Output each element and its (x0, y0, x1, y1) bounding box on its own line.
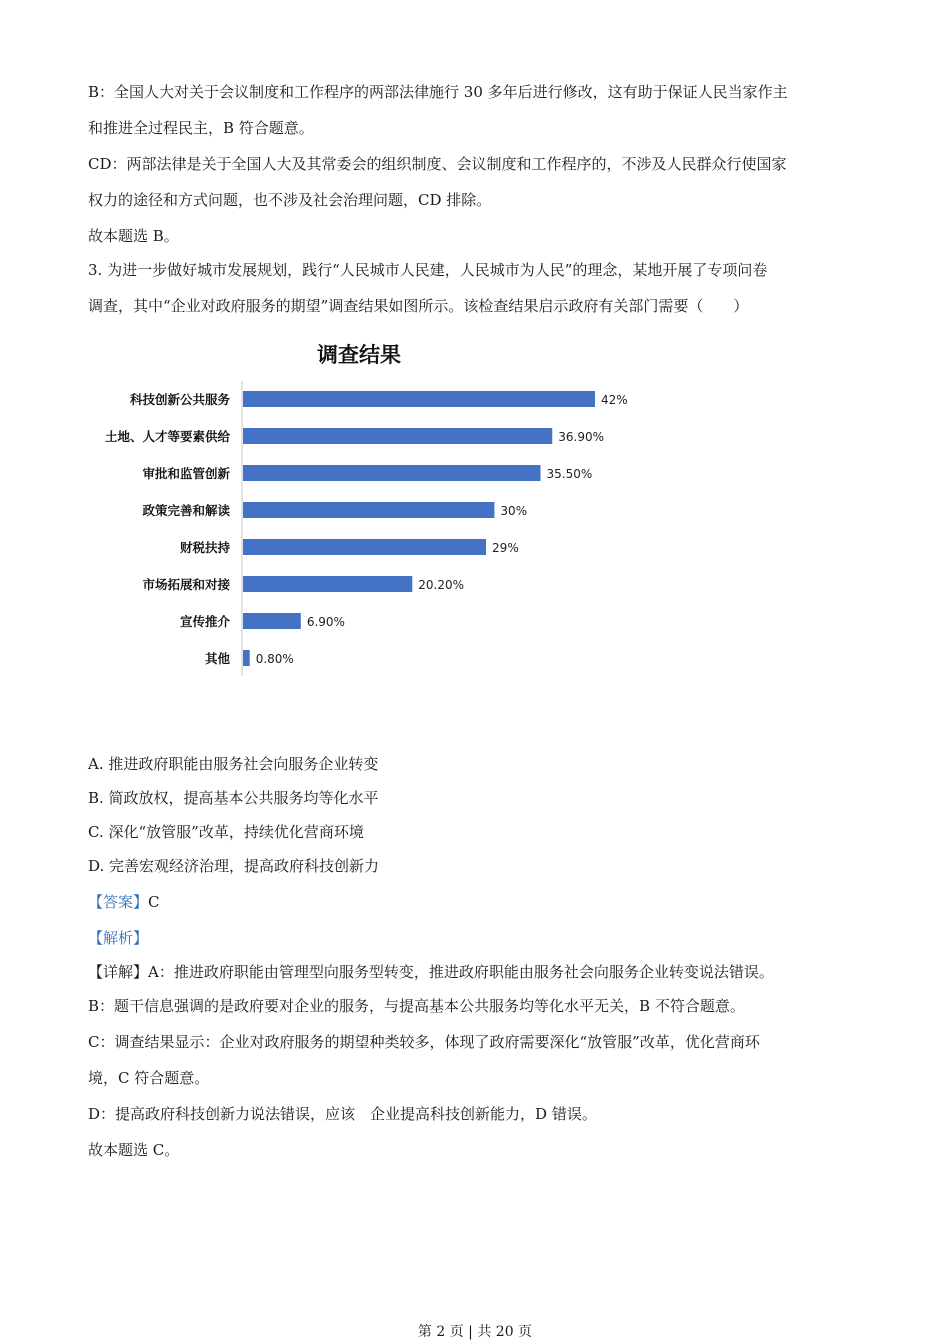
question-stem-line2: 调查，其中“企业对政府服务的期望”调查结果如图所示。该检查结果启示政府有关部门需要（ ） (88, 297, 749, 315)
chart-bar (243, 539, 486, 555)
detail-line1: 【详解】A：推进政府职能由管理型向服务型转变，推进政府职能由服务社会向服务企业转变说法错误。 (88, 963, 774, 981)
question-stem-line1: 3. 为进一步做好城市发展规划，践行“人民城市人民建，人民城市为人民”的理念，某地开展了专项问卷 (88, 261, 768, 279)
option-c: C. 深化“放管服”改革，持续优化营商环境 (88, 823, 364, 841)
chart-bar (243, 613, 301, 629)
category-label: 政策完善和解读 (142, 503, 230, 518)
category-label: 市场拓展和对接 (142, 577, 230, 592)
bar-value-label: 29% (492, 541, 519, 555)
prev-analysis-b-line1: B：全国人大对关于会议制度和工作程序的两部法律施行 30 多年后进行修改，这有助于保证人民当家作主 (88, 83, 788, 101)
bar-value-label: 20.20% (418, 578, 465, 592)
detail-line4: 境，C 符合题意。 (88, 1069, 210, 1087)
answer-label: 【答案】 (88, 893, 149, 911)
category-label: 财税扶持 (179, 540, 230, 555)
chart-bar (243, 576, 412, 592)
bar-value-label: 0.80% (255, 652, 294, 666)
bar-value-label: 42% (601, 393, 628, 407)
answer-value: C (148, 893, 160, 911)
prev-analysis-cd-line1: CD：两部法律是关于全国人大及其常委会的组织制度、会议制度和工作程序的，不涉及人民群众行使国家 (88, 155, 787, 173)
page-footer: 第 2 页 | 共 20 页 (417, 1324, 533, 1340)
category-label: 宣传推介 (179, 614, 230, 629)
category-label: 科技创新公共服务 (129, 392, 230, 407)
chart-bar (243, 391, 595, 407)
prev-analysis-conclusion: 故本题选 B。 (88, 227, 179, 245)
bar-value-label: 6.90% (306, 615, 345, 629)
chart-title: 调查结果 (317, 343, 401, 367)
detail-line2: B：题干信息强调的是政府要对企业的服务，与提高基本公共服务均等化水平无关，B 不符合题意。 (88, 997, 745, 1015)
prev-analysis-b-line2: 和推进全过程民主，B 符合题意。 (88, 119, 314, 137)
detail-line5: D：提高政府科技创新力说法错误，应该 企业提高科技创新能力，D 错误。 (88, 1105, 597, 1123)
bar-value-label: 30% (500, 504, 528, 518)
analysis-label: 【解析】 (88, 929, 149, 947)
detail-line3: C：调查结果显示：企业对政府服务的期望种类较多，体现了政府需要深化“放管服”改革，优化营商环 (88, 1033, 760, 1051)
survey-bar-chart (86, 330, 646, 690)
option-d: D. 完善宏观经济治理，提高政府科技创新力 (88, 857, 380, 875)
category-label: 审批和监管创新 (142, 466, 230, 481)
chart-bar (243, 650, 250, 666)
prev-analysis-cd-line2: 权力的途径和方式问题，也不涉及社会治理问题，CD 排除。 (88, 191, 492, 209)
option-b: B. 简政放权，提高基本公共服务均等化水平 (88, 789, 379, 807)
bar-value-label: 35.50% (546, 467, 593, 481)
chart-bar (243, 465, 541, 481)
bar-value-label: 36.90% (558, 430, 605, 444)
category-label: 土地、人才等要素供给 (104, 429, 230, 444)
detail-conclusion: 故本题选 C。 (88, 1141, 180, 1159)
category-label: 其他 (204, 651, 230, 666)
option-a: A. 推进政府职能由服务社会向服务企业转变 (88, 755, 379, 773)
chart-bar (243, 428, 552, 444)
answer-line (88, 892, 160, 912)
chart-bar (243, 502, 494, 518)
